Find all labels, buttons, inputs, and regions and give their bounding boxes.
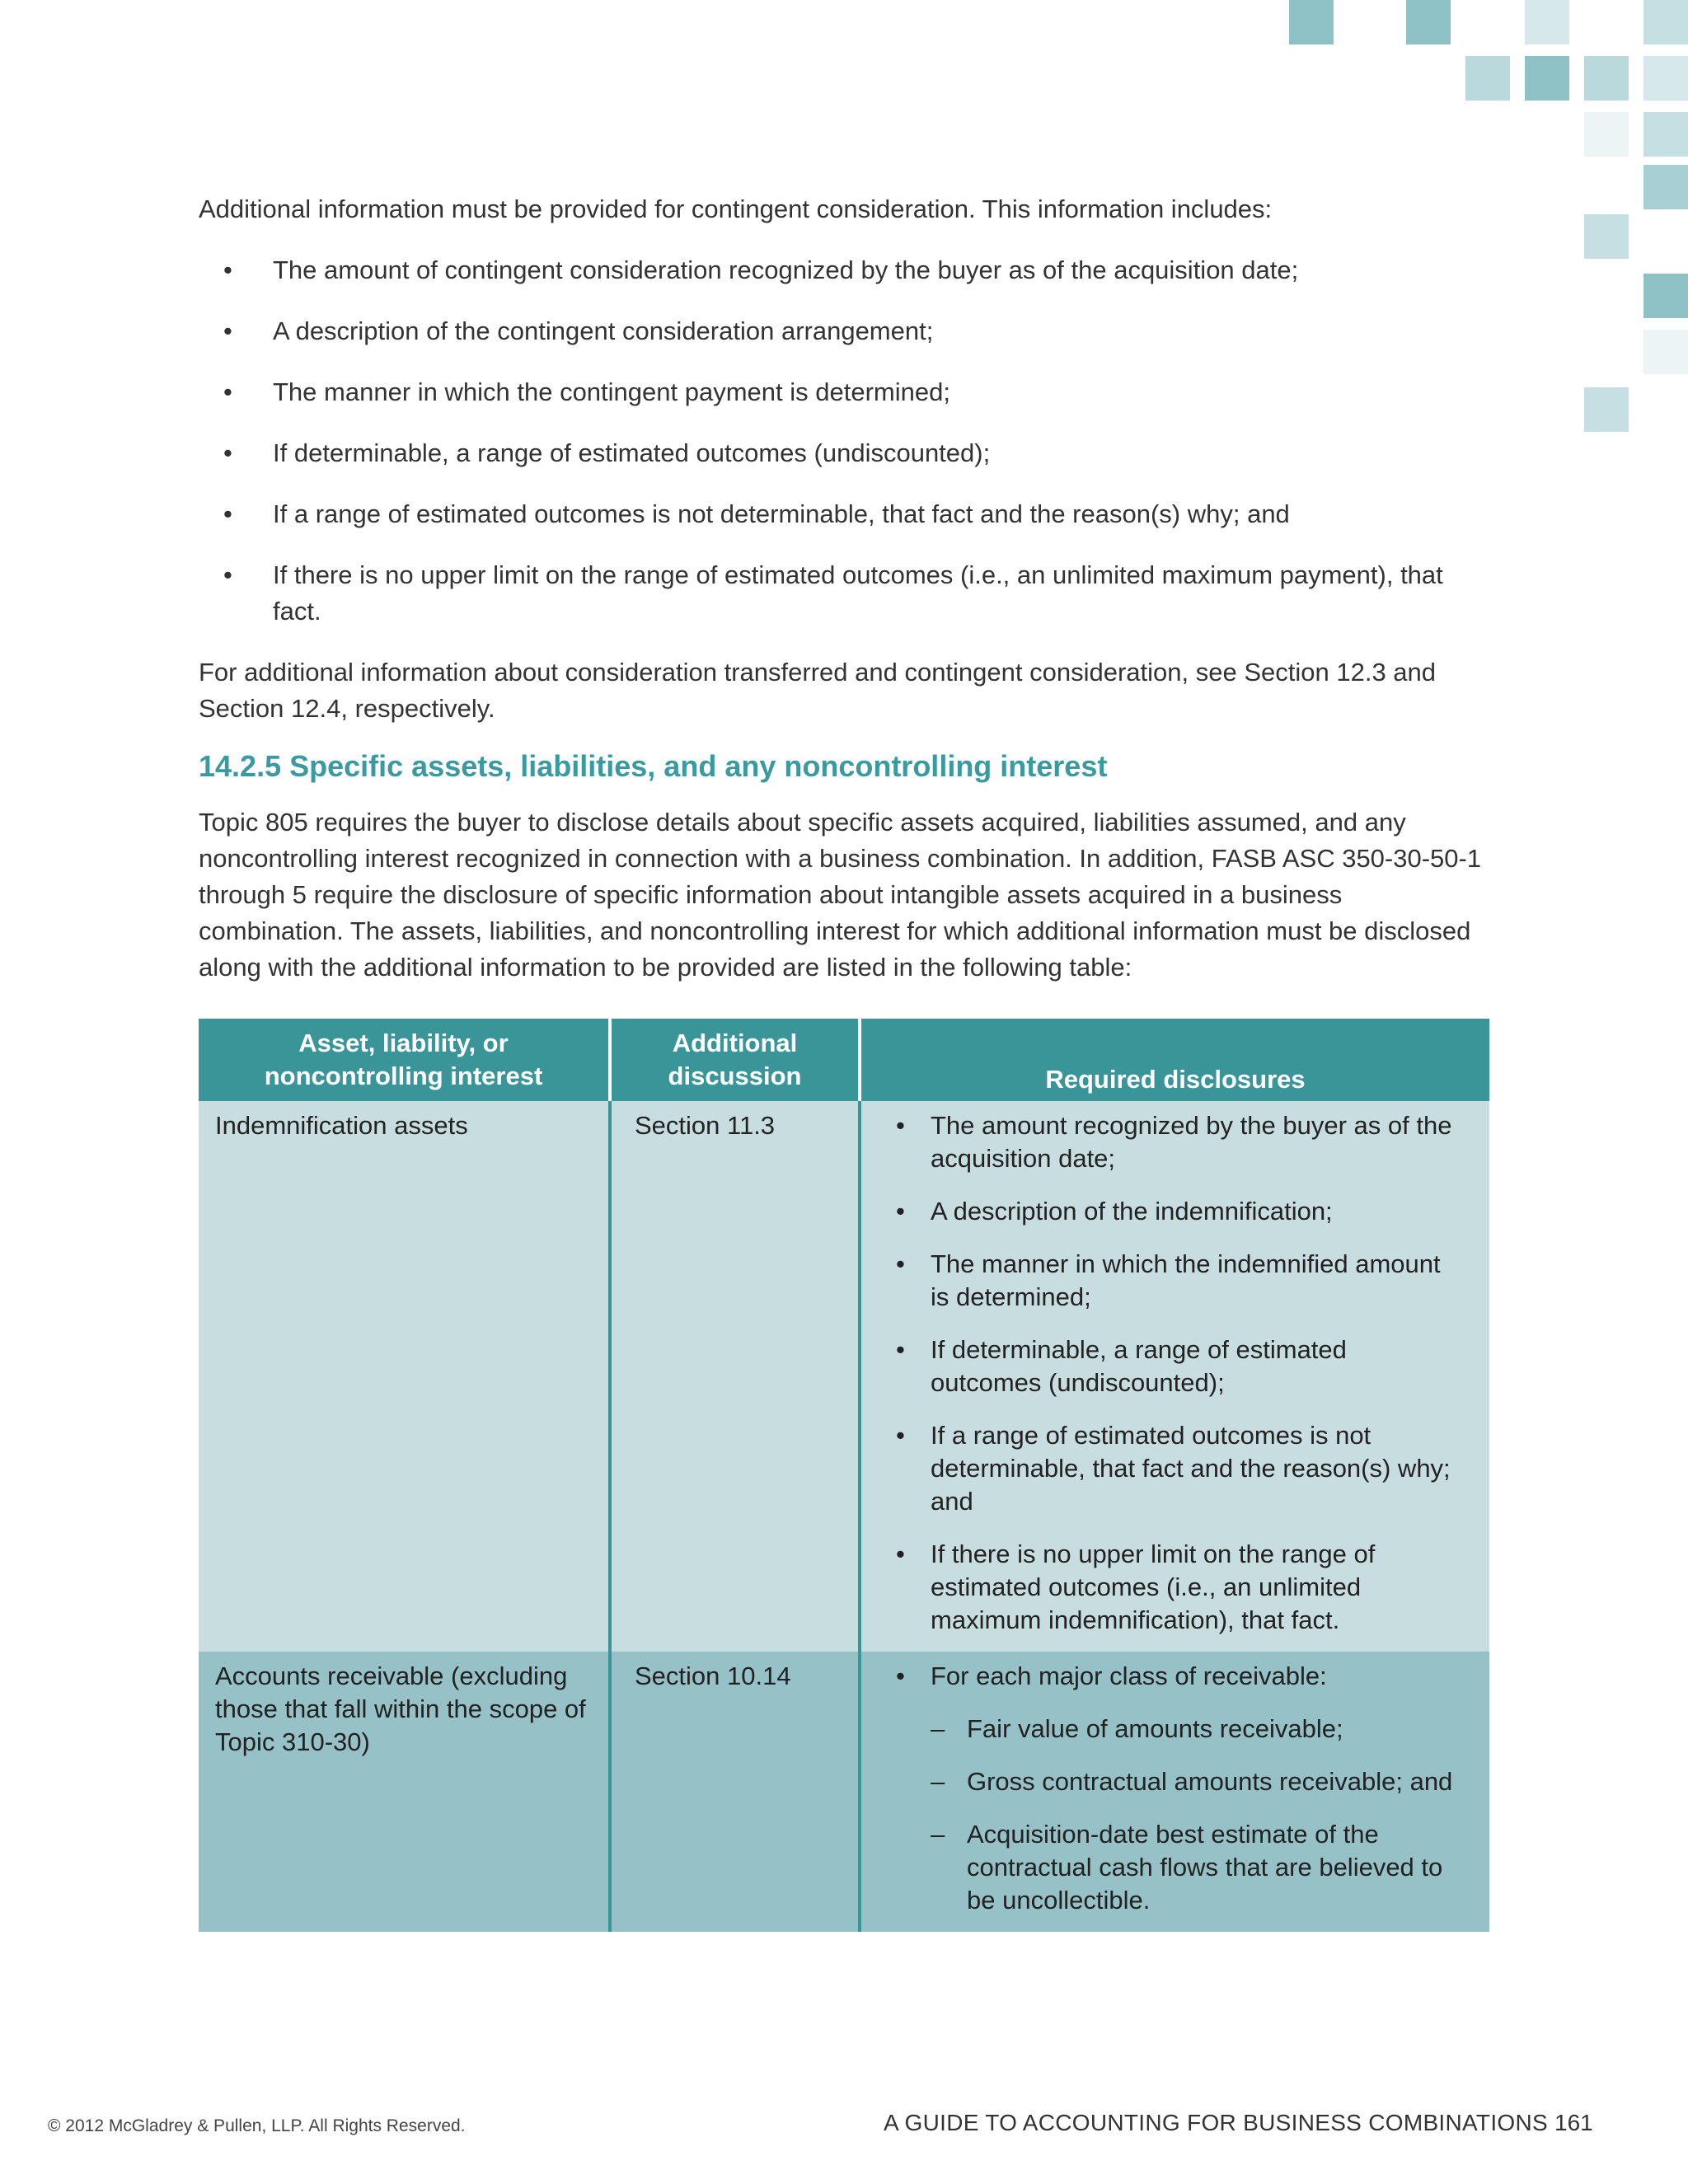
sub-list-item: – Acquisition-date best estimate of the contractual cash flows that are believed to be uncollectible.: [931, 1818, 1460, 1917]
item-cell: Accounts receivable (excluding those that fall within the scope of Topic 310-30): [199, 1652, 610, 1932]
deco-square: [1643, 330, 1688, 374]
deco-square: [1584, 387, 1629, 432]
deco-square: [1289, 0, 1334, 45]
deco-square: [1643, 56, 1688, 101]
section-cell: Section 11.3: [610, 1101, 860, 1652]
sub-list-item: – Fair value of amounts receivable;: [931, 1713, 1460, 1746]
disclosure-list: [878, 1660, 1460, 1917]
disclosure-cell: [860, 1652, 1489, 1932]
list-item: • If there is no upper limit on the range of estimated outcomes (i.e., an unlimited maximum payment), that fact.: [199, 557, 1484, 630]
deco-square: [1643, 165, 1688, 209]
table-row: [199, 1101, 1489, 1652]
disclosure-list: [878, 1109, 1460, 1637]
column-header: Required disclosures: [860, 1019, 1489, 1101]
followup-paragraph: For additional information about consideration transferred and contingent consideration, see Section 12.3 and Section 12.4, respectively.: [199, 658, 1437, 723]
list-item: • If determinable, a range of estimated outcomes (undiscounted);: [878, 1333, 1460, 1399]
footer-title: A GUIDE TO ACCOUNTING FOR BUSINESS COMBINATIONS: [884, 2110, 1548, 2135]
section-heading: 14.2.5 Specific assets, liabilities, and any noncontrolling interest: [199, 749, 1108, 783]
main-content: [199, 191, 1484, 986]
deco-square: [1584, 56, 1629, 101]
deco-square: [1584, 112, 1629, 157]
list-item: • The manner in which the indemnified amount is determined;: [878, 1248, 1460, 1314]
section-cell: Section 10.14: [610, 1652, 860, 1932]
list-item: • If there is no upper limit on the range of estimated outcomes (i.e., an unlimited maximum indemnification), that fact.: [878, 1538, 1460, 1637]
sub-list: [931, 1713, 1460, 1917]
deco-square: [1643, 0, 1688, 45]
deco-square: [1465, 56, 1510, 101]
sub-list-item: – Gross contractual amounts receivable; and: [931, 1765, 1460, 1798]
deco-square: [1525, 56, 1569, 101]
deco-square: [1584, 214, 1629, 259]
disclosures-table: [199, 1019, 1489, 1932]
list-item: • The amount of contingent consideration recognized by the buyer as of the acquisition date;: [199, 252, 1484, 288]
list-item: • The manner in which the contingent payment is determined;: [199, 374, 1484, 410]
list-item: • A description of the contingent consideration arrangement;: [199, 313, 1484, 349]
column-header: Asset, liability, or noncontrolling interest: [199, 1019, 610, 1101]
page-number: 161: [1554, 2110, 1593, 2135]
deco-square: [1643, 112, 1688, 157]
intro-paragraph: Additional information must be provided for contingent consideration. This information includes:: [199, 194, 1273, 223]
list-item: • If determinable, a range of estimated outcomes (undiscounted);: [199, 435, 1484, 471]
list-item: • If a range of estimated outcomes is not determinable, that fact and the reason(s) why; and: [199, 496, 1484, 532]
deco-square: [1406, 0, 1451, 45]
table-header-row: [199, 1019, 1489, 1101]
list-item: • If a range of estimated outcomes is not determinable, that fact and the reason(s) why; and: [878, 1419, 1460, 1518]
item-cell: Indemnification assets: [199, 1101, 610, 1652]
list-item: [878, 1660, 1460, 1917]
contingent-list: [199, 252, 1484, 630]
list-item: • A description of the indemnification;: [878, 1195, 1460, 1228]
deco-square: [1525, 0, 1569, 45]
list-item: • The amount recognized by the buyer as of the acquisition date;: [878, 1109, 1460, 1175]
deco-square: [1643, 274, 1688, 318]
table-row: [199, 1652, 1489, 1932]
section-paragraph: Topic 805 requires the buyer to disclose details about specific assets acquired, liabilities assumed, and any noncontrolling interest recognized in connection with a business combination. In addition, FASB ASC 350-30-50-1 through 5 require the disclosure of specific information about intangible assets acquired in a business combination. The assets, liabilities, and noncontrolling interest for which additional information must be disclosed along with the additional information to be provided are listed in the following table:: [199, 808, 1482, 982]
list-item-label: For each major class of receivable:: [931, 1661, 1327, 1690]
footer-copyright: © 2012 McGladrey & Pullen, LLP. All Rights Reserved.: [48, 2116, 466, 2135]
column-header: Additional discussion: [610, 1019, 860, 1101]
disclosure-cell: [860, 1101, 1489, 1652]
